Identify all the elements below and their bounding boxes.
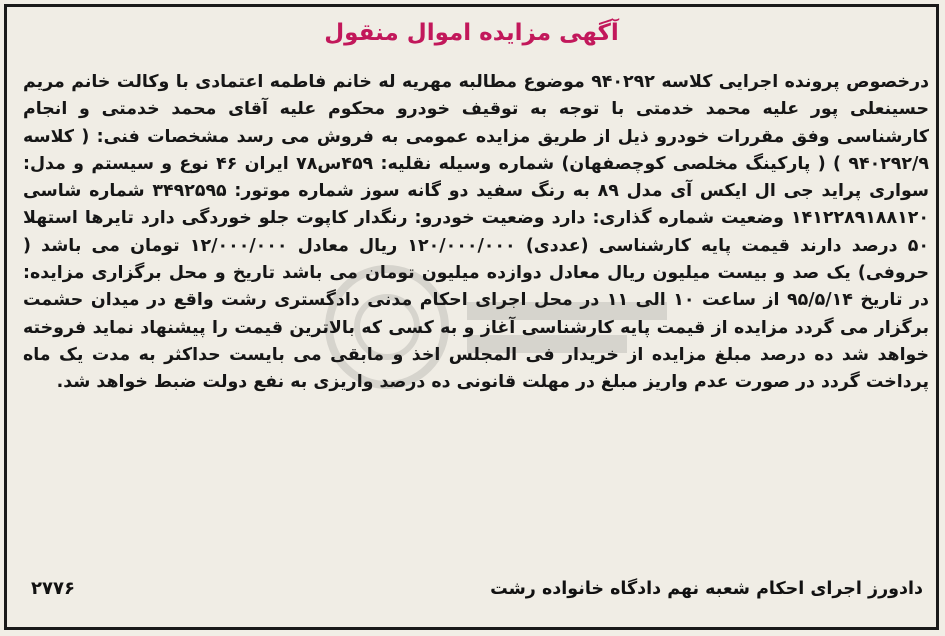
notice-body: درخصوص پرونده اجرایی کلاسه ۹۴۰۲۹۲ موضوع مطالبه مهریه له خانم فاطمه اعتمادی با وکالت خانم مریم حسینعلی پور علیه محمد خدمتی با توجه به توقیف خودرو محکوم علیه آقای محمد خدمتی و انجام کارشناسی وفق مقررات خودرو ذیل از طریق مزایده عمومی به فروش می رسد مشخصات فنی: ( کلاسه ۹۴۰۲۹۲/۹ ) ( پارکینگ مخلصی کوچصفهان) شماره وسیله نقلیه: ۴۵۹س۷۸ ایران ۴۶ نوع و سیستم و مدل: سواری پراید جی ال ایکس آی مدل ۸۹ به رنگ سفید دو گانه سوز شماره موتور: ۳۴۹۲۵۹۵ شماره شاسی ۱۴۱۲۲۸۹۱۸۸۱۲۰ وضعیت شماره گذاری: دارد وضعیت خودرو: رنگدار کاپوت جلو خوردگی دارد تایرها استهلا ۵۰ درصد دارند قیمت پایه کارشناسی (عددی) ۱۲۰/۰۰۰/۰۰۰ ریال معادل ۱۲/۰۰۰/۰۰۰ تومان می باشد ( حروفی) یک صد و بیست میلیون ریال معادل دوازده میلیون تومان می باشد تاریخ و محل برگزاری مزایده: در تاریخ ۹۵/۵/۱۴ از ساعت ۱۰ الی ۱۱ در محل اجرای احکام مدنی دادگستری رشت واقع در میدان حشمت برگزار می گردد مزایده از قیمت پایه کارشناسی آغاز و به کسی که بالاترین قیمت را پیشنهاد نماید فروخته خواهد شد ده درصد مبلغ مزایده از خریدار فی المجلس اخذ و مابقی می بایست حداکثر به مدت یک ماه پرداخت گردد در صورت عدم واریز مبلغ در مهلت قانونی ده درصد واریزی به نفع دولت ضبط خواهد شد. xyxy=(23,72,930,393)
notice-footer xyxy=(21,575,927,605)
signature-line: دادورز اجرای احکام شعبه نهم دادگاه خانواده رشت xyxy=(490,579,923,599)
ad-code: ۲۷۷۶ xyxy=(31,578,75,599)
notice-title: آگهی مزایده اموال منقول xyxy=(324,20,619,46)
notice-frame xyxy=(4,4,939,630)
